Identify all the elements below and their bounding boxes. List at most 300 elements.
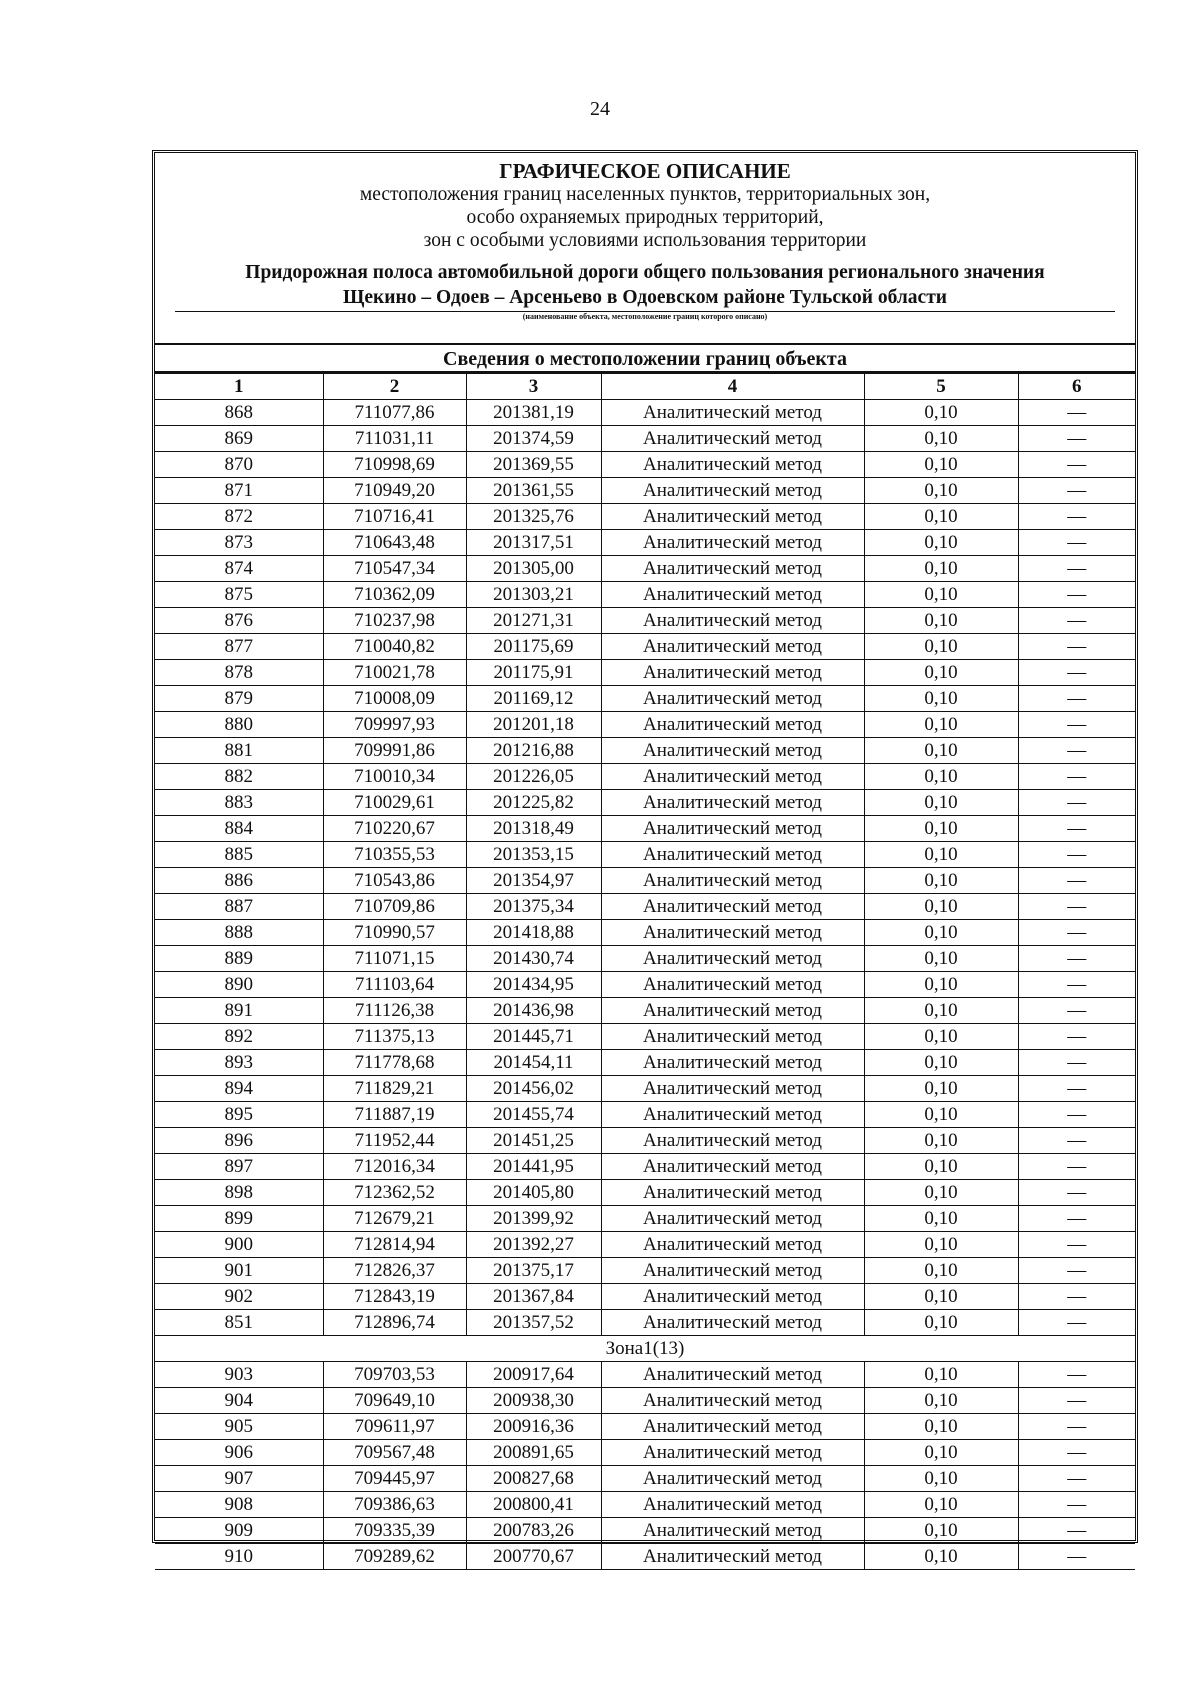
cell-accuracy: 0,10 — [864, 582, 1018, 608]
cell-coordinate-x: 710362,09 — [323, 582, 466, 608]
table-row — [155, 1128, 1135, 1154]
cell-coordinate-y: 201451,25 — [466, 1128, 601, 1154]
table-row — [155, 842, 1135, 868]
cell-method: Аналитический метод — [601, 426, 864, 452]
cell-coordinate-x: 710998,69 — [323, 452, 466, 478]
cell-point-number: 872 — [155, 504, 323, 530]
cell-description: — — [1018, 1518, 1135, 1544]
table-row — [155, 1362, 1135, 1388]
cell-accuracy: 0,10 — [864, 1518, 1018, 1544]
cell-accuracy: 0,10 — [864, 608, 1018, 634]
cell-description: — — [1018, 1154, 1135, 1180]
cell-description: — — [1018, 1128, 1135, 1154]
table-row — [155, 1518, 1135, 1544]
cell-description: — — [1018, 1258, 1135, 1284]
cell-coordinate-x: 709649,10 — [323, 1388, 466, 1414]
cell-description: — — [1018, 1232, 1135, 1258]
cell-point-number: 907 — [155, 1466, 323, 1492]
object-name-line: Придорожная полоса автомобильной дороги общего пользования регионального значения — [245, 262, 1045, 283]
cell-coordinate-x: 709611,97 — [323, 1414, 466, 1440]
table-row — [155, 816, 1135, 842]
cell-method: Аналитический метод — [601, 1232, 864, 1258]
cell-coordinate-x: 711126,38 — [323, 998, 466, 1024]
table-row — [155, 738, 1135, 764]
cell-description: — — [1018, 426, 1135, 452]
cell-accuracy: 0,10 — [864, 1154, 1018, 1180]
cell-coordinate-y: 201225,82 — [466, 790, 601, 816]
cell-method: Аналитический метод — [601, 504, 864, 530]
column-header: 6 — [1018, 374, 1135, 400]
cell-coordinate-x: 711829,21 — [323, 1076, 466, 1102]
cell-point-number: 886 — [155, 868, 323, 894]
cell-point-number: 892 — [155, 1024, 323, 1050]
cell-method: Аналитический метод — [601, 400, 864, 426]
cell-coordinate-y: 201353,15 — [466, 842, 601, 868]
cell-coordinate-y: 201317,51 — [466, 530, 601, 556]
cell-accuracy: 0,10 — [864, 1076, 1018, 1102]
cell-description: — — [1018, 972, 1135, 998]
cell-accuracy: 0,10 — [864, 1024, 1018, 1050]
cell-coordinate-y: 201381,19 — [466, 400, 601, 426]
table-row — [155, 556, 1135, 582]
document-title: ГРАФИЧЕСКОЕ ОПИСАНИЕ — [499, 159, 791, 183]
cell-description: — — [1018, 686, 1135, 712]
table-row — [155, 1154, 1135, 1180]
cell-coordinate-x: 709991,86 — [323, 738, 466, 764]
cell-coordinate-y: 201375,34 — [466, 894, 601, 920]
cell-accuracy: 0,10 — [864, 764, 1018, 790]
cell-method: Аналитический метод — [601, 1440, 864, 1466]
cell-accuracy: 0,10 — [864, 452, 1018, 478]
cell-method: Аналитический метод — [601, 556, 864, 582]
cell-point-number: 901 — [155, 1258, 323, 1284]
cell-coordinate-y: 201454,11 — [466, 1050, 601, 1076]
cell-method: Аналитический метод — [601, 608, 864, 634]
cell-description: — — [1018, 1206, 1135, 1232]
cell-method: Аналитический метод — [601, 1362, 864, 1388]
cell-accuracy: 0,10 — [864, 1388, 1018, 1414]
cell-method: Аналитический метод — [601, 634, 864, 660]
cell-coordinate-y: 201175,69 — [466, 634, 601, 660]
cell-point-number: 851 — [155, 1310, 323, 1336]
cell-accuracy: 0,10 — [864, 842, 1018, 868]
cell-accuracy: 0,10 — [864, 426, 1018, 452]
column-header: 2 — [323, 374, 466, 400]
table-row — [155, 1492, 1135, 1518]
cell-accuracy: 0,10 — [864, 1440, 1018, 1466]
object-caption: (наименование объекта, местоположение границ которого описано) — [175, 311, 1115, 322]
cell-method: Аналитический метод — [601, 998, 864, 1024]
cell-description: — — [1018, 1362, 1135, 1388]
cell-method: Аналитический метод — [601, 1518, 864, 1544]
cell-method: Аналитический метод — [601, 920, 864, 946]
subtitle-line: местоположения границ населенных пунктов, территориальных зон, — [359, 184, 931, 205]
cell-description: — — [1018, 738, 1135, 764]
cell-accuracy: 0,10 — [864, 712, 1018, 738]
table-row — [155, 1102, 1135, 1128]
cell-coordinate-x: 712016,34 — [323, 1154, 466, 1180]
cell-accuracy: 0,10 — [864, 1206, 1018, 1232]
cell-method: Аналитический метод — [601, 764, 864, 790]
cell-point-number: 891 — [155, 998, 323, 1024]
cell-accuracy: 0,10 — [864, 946, 1018, 972]
cell-coordinate-x: 712679,21 — [323, 1206, 466, 1232]
cell-point-number: 895 — [155, 1102, 323, 1128]
cell-coordinate-x: 711103,64 — [323, 972, 466, 998]
document-header — [155, 153, 1135, 345]
cell-accuracy: 0,10 — [864, 1310, 1018, 1336]
cell-method: Аналитический метод — [601, 842, 864, 868]
cell-coordinate-x: 711778,68 — [323, 1050, 466, 1076]
cell-coordinate-y: 201357,52 — [466, 1310, 601, 1336]
cell-coordinate-x: 710643,48 — [323, 530, 466, 556]
cell-coordinate-y: 201325,76 — [466, 504, 601, 530]
cell-method: Аналитический метод — [601, 738, 864, 764]
cell-point-number: 877 — [155, 634, 323, 660]
cell-coordinate-x: 709997,93 — [323, 712, 466, 738]
cell-coordinate-y: 201436,98 — [466, 998, 601, 1024]
cell-coordinate-y: 200938,30 — [466, 1388, 601, 1414]
table-row — [155, 1388, 1135, 1414]
table-row — [155, 1310, 1135, 1336]
cell-method: Аналитический метод — [601, 1050, 864, 1076]
table-row — [155, 1440, 1135, 1466]
cell-accuracy: 0,10 — [864, 504, 1018, 530]
table-row — [155, 686, 1135, 712]
section-title: Сведения о местоположении границ объекта — [155, 345, 1135, 373]
cell-coordinate-y: 200783,26 — [466, 1518, 601, 1544]
cell-coordinate-y: 201374,59 — [466, 426, 601, 452]
cell-point-number: 900 — [155, 1232, 323, 1258]
cell-coordinate-y: 201445,71 — [466, 1024, 601, 1050]
cell-accuracy: 0,10 — [864, 634, 1018, 660]
cell-accuracy: 0,10 — [864, 1050, 1018, 1076]
column-header: 5 — [864, 374, 1018, 400]
table-row — [155, 1076, 1135, 1102]
cell-coordinate-x: 712362,52 — [323, 1180, 466, 1206]
cell-coordinate-x: 710220,67 — [323, 816, 466, 842]
cell-coordinate-y: 201441,95 — [466, 1154, 601, 1180]
cell-accuracy: 0,10 — [864, 478, 1018, 504]
cell-coordinate-y: 200891,65 — [466, 1440, 601, 1466]
cell-description: — — [1018, 1180, 1135, 1206]
cell-accuracy: 0,10 — [864, 1284, 1018, 1310]
cell-accuracy: 0,10 — [864, 1466, 1018, 1492]
cell-accuracy: 0,10 — [864, 1362, 1018, 1388]
cell-point-number: 889 — [155, 946, 323, 972]
cell-coordinate-x: 709567,48 — [323, 1440, 466, 1466]
table-row — [155, 452, 1135, 478]
cell-coordinate-x: 710237,98 — [323, 608, 466, 634]
cell-method: Аналитический метод — [601, 530, 864, 556]
cell-point-number: 885 — [155, 842, 323, 868]
cell-method: Аналитический метод — [601, 712, 864, 738]
object-name — [155, 260, 1135, 310]
cell-description: — — [1018, 400, 1135, 426]
cell-description: — — [1018, 1076, 1135, 1102]
cell-accuracy: 0,10 — [864, 1180, 1018, 1206]
table-row — [155, 608, 1135, 634]
cell-method: Аналитический метод — [601, 1102, 864, 1128]
page-number: 24 — [590, 98, 610, 120]
cell-coordinate-x: 711887,19 — [323, 1102, 466, 1128]
cell-method: Аналитический метод — [601, 1310, 864, 1336]
table-row — [155, 1232, 1135, 1258]
cell-coordinate-x: 710990,57 — [323, 920, 466, 946]
cell-coordinate-y: 201369,55 — [466, 452, 601, 478]
cell-coordinate-y: 201354,97 — [466, 868, 601, 894]
cell-accuracy: 0,10 — [864, 1102, 1018, 1128]
cell-coordinate-y: 201430,74 — [466, 946, 601, 972]
cell-accuracy: 0,10 — [864, 920, 1018, 946]
cell-description: — — [1018, 1492, 1135, 1518]
cell-coordinate-y: 200917,64 — [466, 1362, 601, 1388]
cell-description: — — [1018, 608, 1135, 634]
cell-accuracy: 0,10 — [864, 660, 1018, 686]
cell-point-number: 871 — [155, 478, 323, 504]
cell-description: — — [1018, 452, 1135, 478]
cell-point-number: 873 — [155, 530, 323, 556]
cell-coordinate-x: 710949,20 — [323, 478, 466, 504]
cell-method: Аналитический метод — [601, 1206, 864, 1232]
zone-section — [155, 1336, 1135, 1362]
cell-description: — — [1018, 530, 1135, 556]
cell-coordinate-x: 711071,15 — [323, 946, 466, 972]
cell-coordinate-y: 201271,31 — [466, 608, 601, 634]
cell-method: Аналитический метод — [601, 894, 864, 920]
cell-coordinate-y: 201318,49 — [466, 816, 601, 842]
cell-method: Аналитический метод — [601, 1076, 864, 1102]
cell-point-number: 908 — [155, 1492, 323, 1518]
cell-point-number: 879 — [155, 686, 323, 712]
cell-coordinate-y: 201361,55 — [466, 478, 601, 504]
cell-accuracy: 0,10 — [864, 1414, 1018, 1440]
table-row — [155, 1284, 1135, 1310]
cell-point-number: 878 — [155, 660, 323, 686]
cell-point-number: 868 — [155, 400, 323, 426]
table-row — [155, 504, 1135, 530]
cell-point-number: 905 — [155, 1414, 323, 1440]
table-row — [155, 1414, 1135, 1440]
cell-coordinate-y: 201226,05 — [466, 764, 601, 790]
cell-coordinate-x: 709386,63 — [323, 1492, 466, 1518]
cell-point-number: 890 — [155, 972, 323, 998]
cell-point-number: 893 — [155, 1050, 323, 1076]
cell-accuracy: 0,10 — [864, 738, 1018, 764]
table-row — [155, 426, 1135, 452]
table-row — [155, 478, 1135, 504]
cell-coordinate-x: 710543,86 — [323, 868, 466, 894]
cell-point-number: 896 — [155, 1128, 323, 1154]
cell-description: — — [1018, 1284, 1135, 1310]
cell-point-number: 888 — [155, 920, 323, 946]
table-row — [155, 972, 1135, 998]
cell-coordinate-x: 710021,78 — [323, 660, 466, 686]
cell-coordinate-x: 710029,61 — [323, 790, 466, 816]
cell-method: Аналитический метод — [601, 1492, 864, 1518]
cell-description: — — [1018, 1466, 1135, 1492]
cell-point-number: 876 — [155, 608, 323, 634]
table-row — [155, 1050, 1135, 1076]
cell-description: — — [1018, 946, 1135, 972]
column-header: 3 — [466, 374, 601, 400]
cell-coordinate-y: 200770,67 — [466, 1544, 601, 1570]
cell-method: Аналитический метод — [601, 1284, 864, 1310]
cell-point-number: 874 — [155, 556, 323, 582]
cell-coordinate-x: 710010,34 — [323, 764, 466, 790]
cell-coordinate-y: 201392,27 — [466, 1232, 601, 1258]
cell-accuracy: 0,10 — [864, 400, 1018, 426]
cell-accuracy: 0,10 — [864, 790, 1018, 816]
cell-method: Аналитический метод — [601, 1154, 864, 1180]
cell-coordinate-y: 201305,00 — [466, 556, 601, 582]
cell-coordinate-x: 709445,97 — [323, 1466, 466, 1492]
cell-coordinate-x: 712814,94 — [323, 1232, 466, 1258]
cell-accuracy: 0,10 — [864, 556, 1018, 582]
cell-accuracy: 0,10 — [864, 686, 1018, 712]
cell-point-number: 881 — [155, 738, 323, 764]
cell-method: Аналитический метод — [601, 660, 864, 686]
cell-point-number: 910 — [155, 1544, 323, 1570]
coordinates-table — [155, 373, 1135, 1570]
table-row — [155, 1466, 1135, 1492]
cell-coordinate-y: 201201,18 — [466, 712, 601, 738]
cell-method: Аналитический метод — [601, 946, 864, 972]
cell-method: Аналитический метод — [601, 1180, 864, 1206]
cell-coordinate-x: 711952,44 — [323, 1128, 466, 1154]
cell-coordinate-x: 710040,82 — [323, 634, 466, 660]
cell-description: — — [1018, 1024, 1135, 1050]
subtitle-line: особо охраняемых природных территорий, — [466, 207, 824, 228]
cell-coordinate-x: 711031,11 — [323, 426, 466, 452]
table-row — [155, 1258, 1135, 1284]
object-name-line: Щекино – Одоев – Арсеньево в Одоевском районе Тульской области — [342, 287, 948, 308]
cell-point-number: 880 — [155, 712, 323, 738]
cell-method: Аналитический метод — [601, 790, 864, 816]
table-row — [155, 920, 1135, 946]
cell-coordinate-x: 710716,41 — [323, 504, 466, 530]
cell-description: — — [1018, 556, 1135, 582]
cell-coordinate-y: 201399,92 — [466, 1206, 601, 1232]
cell-point-number: 870 — [155, 452, 323, 478]
document-frame — [152, 150, 1138, 1567]
table-row — [155, 530, 1135, 556]
cell-accuracy: 0,10 — [864, 1544, 1018, 1570]
table-row — [155, 1206, 1135, 1232]
cell-coordinate-y: 200800,41 — [466, 1492, 601, 1518]
column-header: 4 — [601, 374, 864, 400]
cell-method: Аналитический метод — [601, 972, 864, 998]
cell-accuracy: 0,10 — [864, 530, 1018, 556]
table-body-zone — [155, 1362, 1135, 1570]
cell-coordinate-x: 711077,86 — [323, 400, 466, 426]
cell-point-number: 897 — [155, 1154, 323, 1180]
cell-description: — — [1018, 894, 1135, 920]
cell-accuracy: 0,10 — [864, 816, 1018, 842]
cell-description: — — [1018, 920, 1135, 946]
cell-point-number: 869 — [155, 426, 323, 452]
cell-method: Аналитический метод — [601, 1466, 864, 1492]
cell-point-number: 882 — [155, 764, 323, 790]
cell-point-number: 906 — [155, 1440, 323, 1466]
table-row — [155, 1024, 1135, 1050]
cell-description: — — [1018, 1414, 1135, 1440]
table-row — [155, 660, 1135, 686]
cell-point-number: 884 — [155, 816, 323, 842]
cell-coordinate-y: 200916,36 — [466, 1414, 601, 1440]
cell-coordinate-x: 712896,74 — [323, 1310, 466, 1336]
cell-coordinate-x: 710547,34 — [323, 556, 466, 582]
cell-point-number: 899 — [155, 1206, 323, 1232]
cell-description: — — [1018, 868, 1135, 894]
table-body-primary — [155, 400, 1135, 1336]
cell-accuracy: 0,10 — [864, 868, 1018, 894]
cell-coordinate-y: 201434,95 — [466, 972, 601, 998]
cell-coordinate-x: 712826,37 — [323, 1258, 466, 1284]
cell-method: Аналитический метод — [601, 1024, 864, 1050]
cell-accuracy: 0,10 — [864, 972, 1018, 998]
cell-method: Аналитический метод — [601, 816, 864, 842]
cell-accuracy: 0,10 — [864, 1232, 1018, 1258]
cell-coordinate-y: 201455,74 — [466, 1102, 601, 1128]
cell-point-number: 903 — [155, 1362, 323, 1388]
cell-method: Аналитический метод — [601, 1258, 864, 1284]
cell-description: — — [1018, 1102, 1135, 1128]
table-row — [155, 712, 1135, 738]
cell-method: Аналитический метод — [601, 452, 864, 478]
cell-description: — — [1018, 842, 1135, 868]
cell-coordinate-y: 201216,88 — [466, 738, 601, 764]
table-row — [155, 764, 1135, 790]
cell-method: Аналитический метод — [601, 1128, 864, 1154]
table-row — [155, 998, 1135, 1024]
cell-point-number: 898 — [155, 1180, 323, 1206]
cell-description: — — [1018, 764, 1135, 790]
cell-description: — — [1018, 790, 1135, 816]
cell-coordinate-y: 201375,17 — [466, 1258, 601, 1284]
cell-method: Аналитический метод — [601, 1388, 864, 1414]
cell-coordinate-y: 201367,84 — [466, 1284, 601, 1310]
column-header: 1 — [155, 374, 323, 400]
table-row — [155, 582, 1135, 608]
cell-method: Аналитический метод — [601, 582, 864, 608]
cell-description: — — [1018, 998, 1135, 1024]
cell-coordinate-y: 201405,80 — [466, 1180, 601, 1206]
table-row — [155, 946, 1135, 972]
cell-point-number: 904 — [155, 1388, 323, 1414]
cell-coordinate-x: 710355,53 — [323, 842, 466, 868]
table-row — [155, 790, 1135, 816]
cell-description: — — [1018, 1388, 1135, 1414]
cell-description: — — [1018, 504, 1135, 530]
cell-coordinate-y: 201303,21 — [466, 582, 601, 608]
table-row — [155, 1180, 1135, 1206]
cell-coordinate-y: 201175,91 — [466, 660, 601, 686]
cell-accuracy: 0,10 — [864, 1492, 1018, 1518]
cell-description: — — [1018, 1050, 1135, 1076]
cell-description: — — [1018, 660, 1135, 686]
cell-coordinate-x: 709703,53 — [323, 1362, 466, 1388]
table-row — [155, 868, 1135, 894]
table-row — [155, 634, 1135, 660]
cell-coordinate-y: 201169,12 — [466, 686, 601, 712]
cell-point-number: 909 — [155, 1518, 323, 1544]
cell-description: — — [1018, 582, 1135, 608]
cell-description: — — [1018, 1544, 1135, 1570]
table-row — [155, 894, 1135, 920]
cell-description: — — [1018, 1310, 1135, 1336]
cell-method: Аналитический метод — [601, 686, 864, 712]
